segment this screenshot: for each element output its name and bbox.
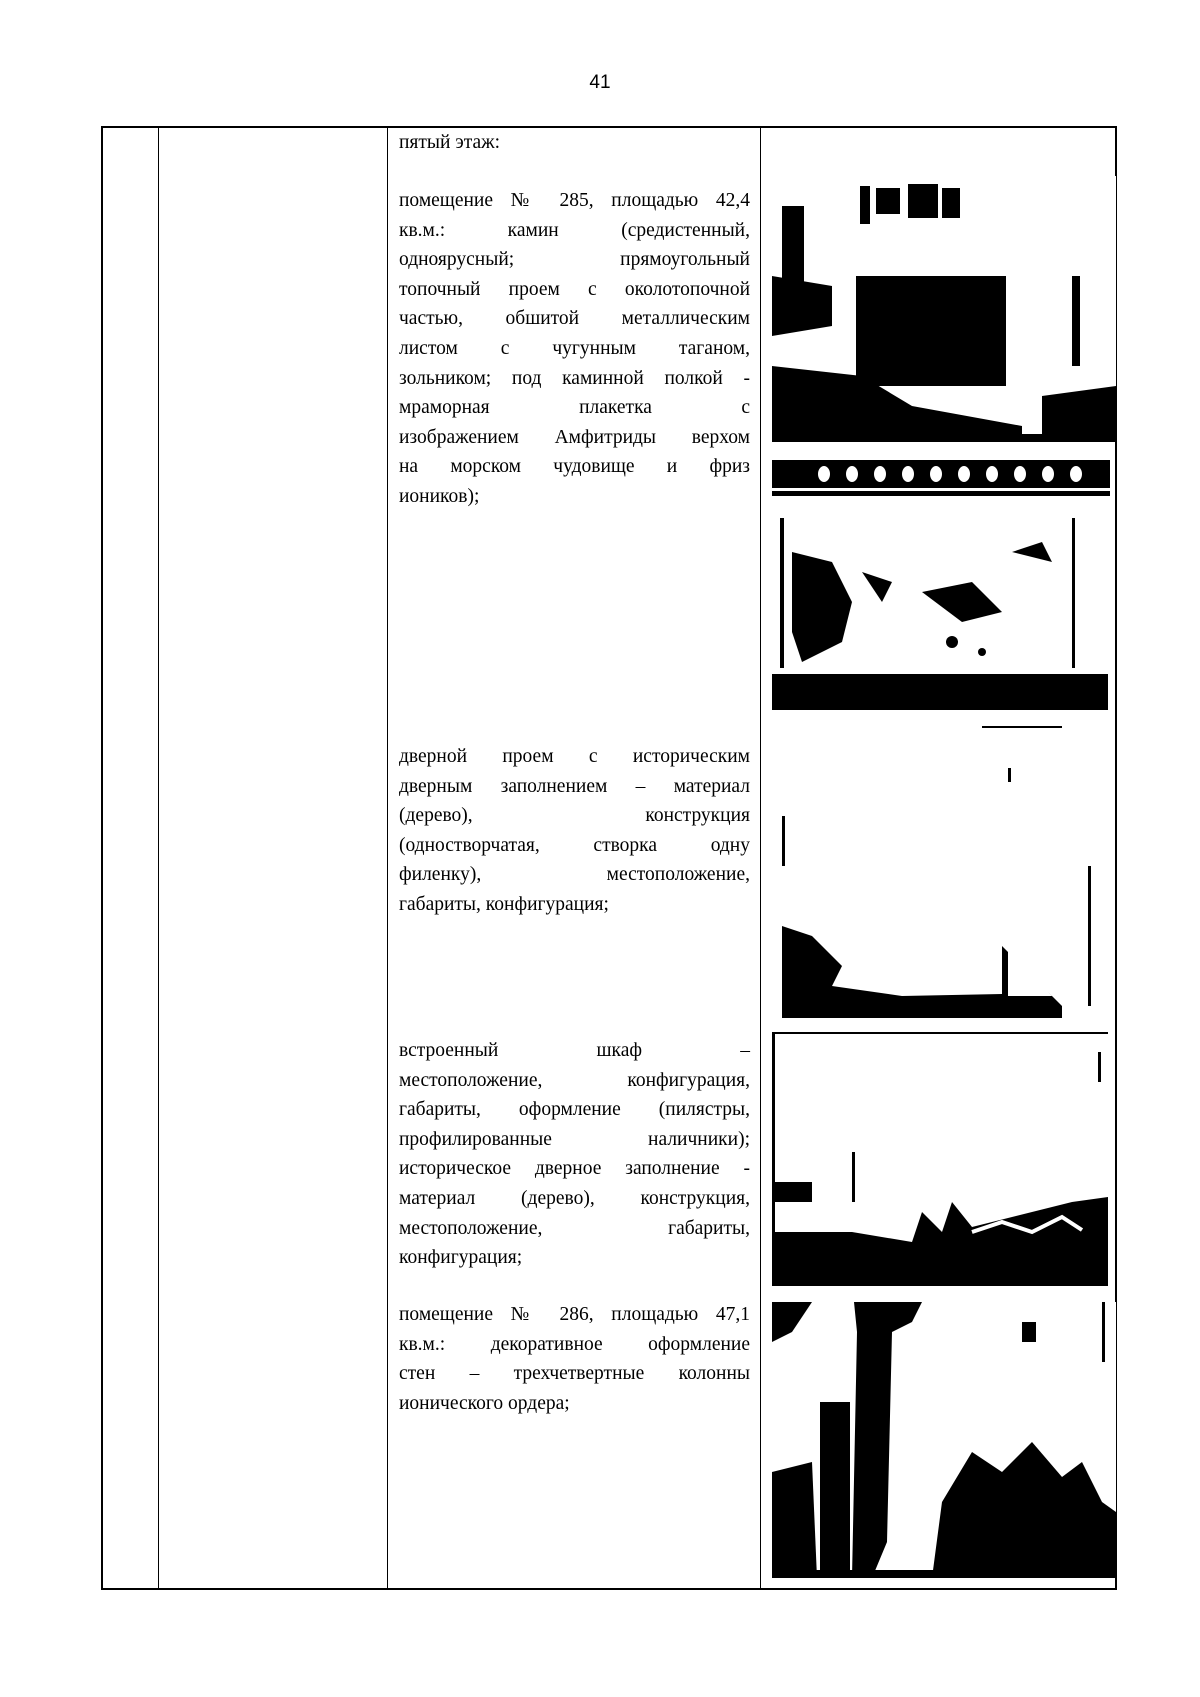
description-paragraph-room-286: [399, 1300, 750, 1418]
text-line: габариты, оформление (пилястры,: [399, 1099, 750, 1121]
photo-built-in-cabinet: [772, 1032, 1108, 1286]
text-line: историческое дверное заполнение -: [399, 1158, 750, 1180]
description-paragraph-built-in-cabinet: [399, 1036, 750, 1273]
text-line: местоположение, габариты,: [399, 1217, 750, 1239]
text-line: мраморная плакетка с: [399, 397, 750, 419]
photo-doorway: [782, 726, 1098, 1018]
text-line: кв.м.: декоративное оформление: [399, 1333, 750, 1355]
column-divider-2: [387, 126, 388, 1590]
text-line: габариты, конфигурация;: [399, 893, 609, 915]
photo-marble-plaque: [772, 512, 1108, 710]
text-line: частью, обшитой металлическим: [399, 308, 750, 330]
text-line: (одностворчатая, створка одну: [399, 834, 750, 856]
photo-frieze-strip: [772, 460, 1110, 496]
text-line: листом с чугунным таганом,: [399, 337, 750, 359]
description-paragraph-doorway: [399, 742, 750, 920]
column-divider-1: [158, 126, 159, 1590]
text-line: одноярусный; прямоугольный: [399, 249, 750, 271]
text-line: дверной проем с историческим: [399, 746, 750, 767]
text-line: помещение № 285, площадью 42,4: [399, 190, 750, 211]
floor-heading: пятый этаж:: [399, 132, 501, 153]
text-line: ионического ордера;: [399, 1392, 570, 1414]
text-line: изображением Амфитриды верхом: [399, 426, 750, 448]
text-line: стен – трехчетвертные колонны: [399, 1363, 750, 1385]
text-line: местоположение, конфигурация,: [399, 1069, 750, 1091]
text-line: кв.м.: камин (средистенный,: [399, 219, 750, 241]
text-line: иоников);: [399, 485, 480, 507]
column-divider-3: [760, 126, 761, 1590]
photo-fireplace: [772, 176, 1116, 442]
text-line: конфигурация;: [399, 1247, 523, 1269]
text-line: топочный проем с околотопочной: [399, 278, 750, 300]
page-number: 41: [589, 72, 611, 93]
text-line: встроенный шкаф –: [399, 1040, 750, 1061]
text-line: зольником; под каминной полкой -: [399, 367, 750, 389]
text-line: помещение № 286, площадью 47,1: [399, 1304, 750, 1325]
text-line: филенку), местоположение,: [399, 864, 750, 886]
text-line: на морском чудовище и фриз: [399, 456, 750, 478]
text-line: дверным заполнением – материал: [399, 775, 750, 797]
photo-ionic-columns: [772, 1302, 1116, 1578]
text-line: профилированные наличники);: [399, 1128, 750, 1150]
text-line: (дерево), конструкция: [399, 805, 750, 827]
description-paragraph-room-285: [399, 186, 750, 512]
text-line: материал (дерево), конструкция,: [399, 1187, 750, 1209]
